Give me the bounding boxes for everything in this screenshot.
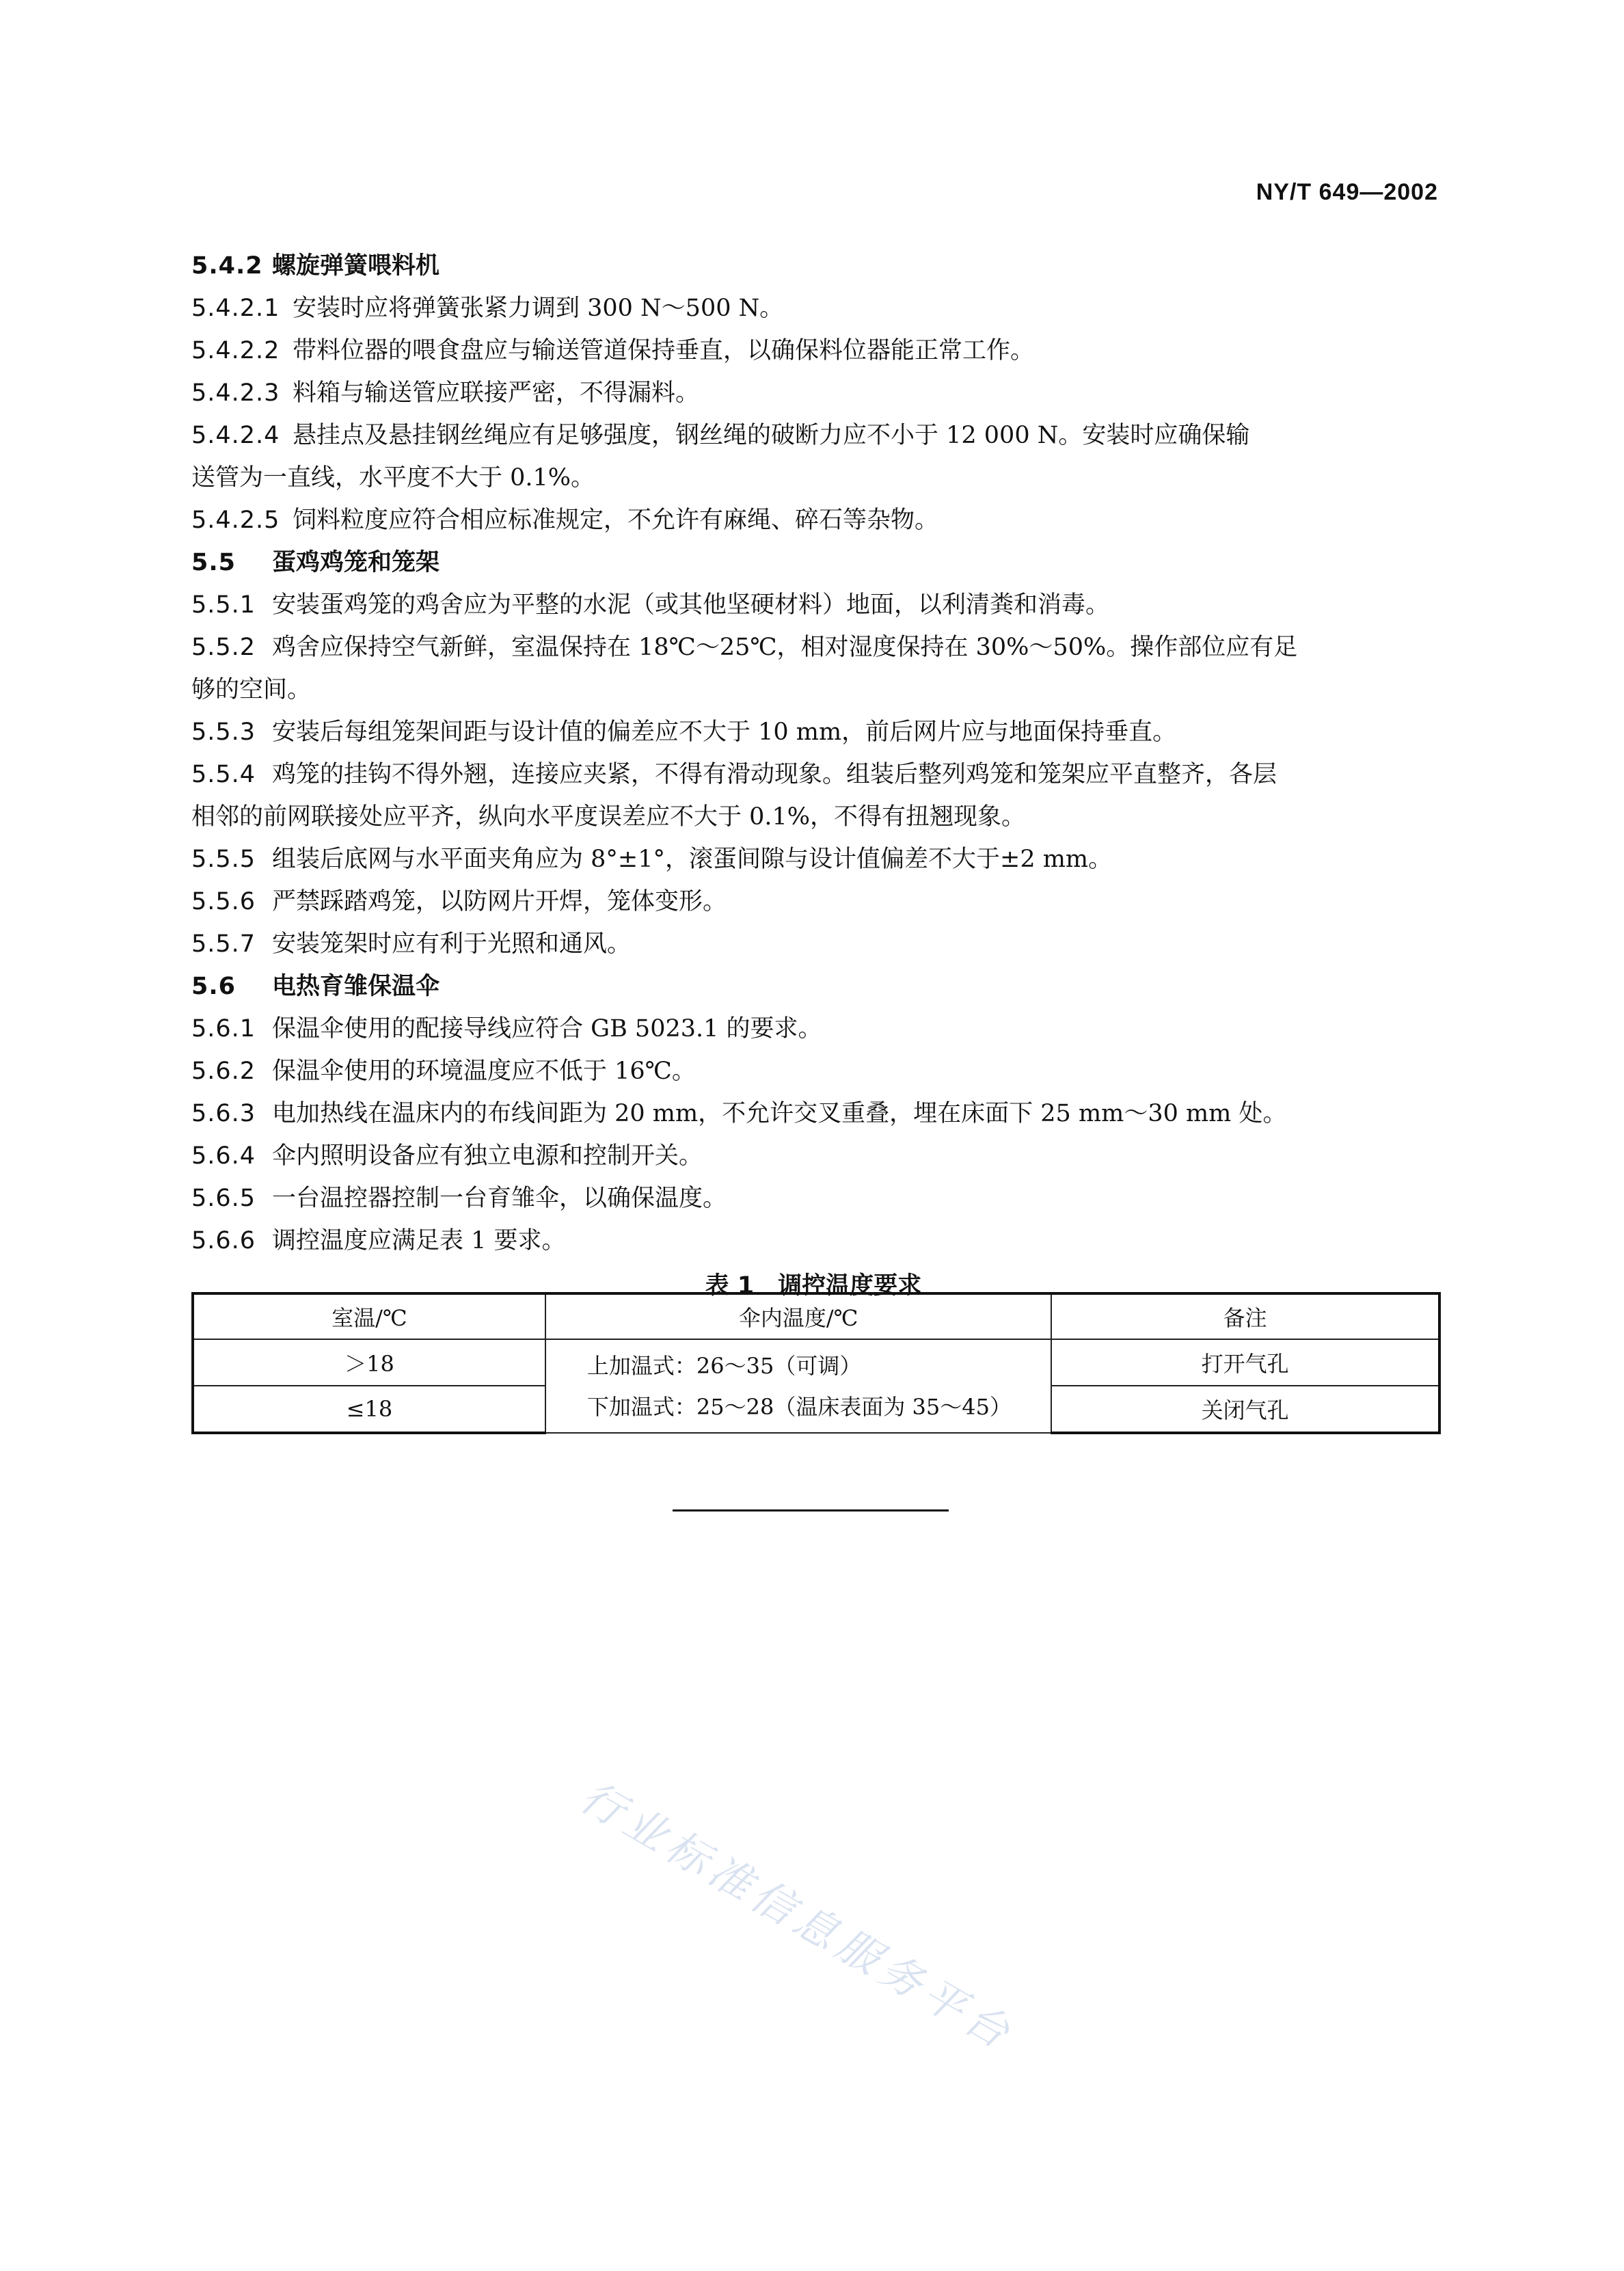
umbrella-temp-line-1: 上加温式：26～35（可调）	[586, 1352, 862, 1379]
clause-5-5-1: 5.5.1 安装蛋鸡笼的鸡舍应为平整的水泥（或其他坚硬材料）地面，以利清粪和消毒。	[191, 591, 1110, 619]
clause-5-4-2-2: 5.4.2.2 带料位器的喂食盘应与输送管道保持垂直，以确保料位器能正常工作。	[191, 337, 1035, 364]
watermark-text: 行业标准信息服务平台	[572, 1771, 1024, 2061]
table-row	[193, 1339, 1439, 1386]
cell-remarks: 打开气孔	[1051, 1339, 1439, 1386]
clause-5-6-3: 5.6.3 电加热线在温床内的布线间距为 20 mm，不允许交叉重叠，埋在床面下 25 mm～30 mm 处。	[191, 1100, 1287, 1127]
umbrella-temp-line-2: 下加温式：25～28（温床表面为 35～45）	[586, 1393, 1012, 1420]
document-body	[191, 245, 1438, 1307]
cell-room-temp: ＞18	[193, 1339, 545, 1386]
clause-5-4-2-3: 5.4.2.3 料箱与输送管应联接严密，不得漏料。	[191, 379, 700, 407]
clause-5-5-5: 5.5.5 组装后底网与水平面夹角应为 8°±1°，滚蛋间隙与设计值偏差不大于±2 mm。	[191, 846, 1113, 873]
temperature-control-table	[191, 1292, 1441, 1434]
clause-5-6-2: 5.6.2 保温伞使用的环境温度应不低于 16℃。	[191, 1058, 696, 1085]
section-heading-5-6: 5.6 电热育雏保温伞	[191, 973, 440, 1000]
clause-5-5-3: 5.5.3 安装后每组笼架间距与设计值的偏差应不大于 10 mm，前后网片应与地面保持垂直。	[191, 718, 1177, 746]
clause-5-6-6: 5.6.6 调控温度应满足表 1 要求。	[191, 1227, 566, 1254]
clause-5-6-4: 5.6.4 伞内照明设备应有独立电源和控制开关。	[191, 1142, 703, 1170]
clause-5-5-2: 5.5.2 鸡舍应保持空气新鲜，室温保持在 18℃～25℃，相对湿度保持在 30%～50%。操作部位应有足 够的空间。	[191, 634, 1298, 703]
column-header-remarks: 备注	[1051, 1293, 1439, 1339]
clause-5-4-2-1: 5.4.2.1 安装时应将弹簧张紧力调到 300 N～500 N。	[191, 295, 784, 322]
cell-room-temp: ≤18	[193, 1386, 545, 1433]
clause-5-5-7: 5.5.7 安装笼架时应有利于光照和通风。	[191, 930, 632, 958]
column-header-room-temp: 室温/℃	[193, 1293, 545, 1339]
clause-5-4-2-4: 5.4.2.4 悬挂点及悬挂钢丝绳应有足够强度，钢丝绳的破断力应不小于 12 000 N。安装时应确保输 送管为一直线，水平度不大于 0.1%。	[191, 422, 1250, 492]
cell-remarks: 关闭气孔	[1051, 1386, 1439, 1433]
clause-5-4-2-5: 5.4.2.5 饲料粒度应符合相应标准规定，不允许有麻绳、碎石等杂物。	[191, 507, 939, 534]
section-heading-5-5: 5.5 蛋鸡鸡笼和笼架	[191, 549, 440, 576]
table-title: 表 1 调控温度要求	[705, 1272, 922, 1300]
clause-5-5-4: 5.5.4 鸡笼的挂钩不得外翘，连接应夹紧，不得有滑动现象。组装后整列鸡笼和笼架应平直整齐，各层 相邻的前网联接处应平齐，纵向水平度误差应不大于 0.1%，不得有扭翘现象。	[191, 761, 1277, 831]
column-header-umbrella-temp: 伞内温度/℃	[545, 1293, 1051, 1339]
cell-umbrella-temp	[545, 1339, 1051, 1433]
clause-5-6-1: 5.6.1 保温伞使用的配接导线应符合 GB 5023.1 的要求。	[191, 1015, 822, 1043]
table-header-row	[193, 1293, 1439, 1339]
section-heading-5-4-2: 5.4.2 螺旋弹簧喂料机	[191, 252, 440, 280]
standard-code: NY/T 649—2002	[1256, 179, 1438, 205]
clause-5-5-6: 5.5.6 严禁踩踏鸡笼，以防网片开焊，笼体变形。	[191, 888, 727, 915]
end-of-document-rule	[673, 1509, 949, 1511]
clause-5-6-5: 5.6.5 一台温控器控制一台育雏伞，以确保温度。	[191, 1185, 727, 1212]
